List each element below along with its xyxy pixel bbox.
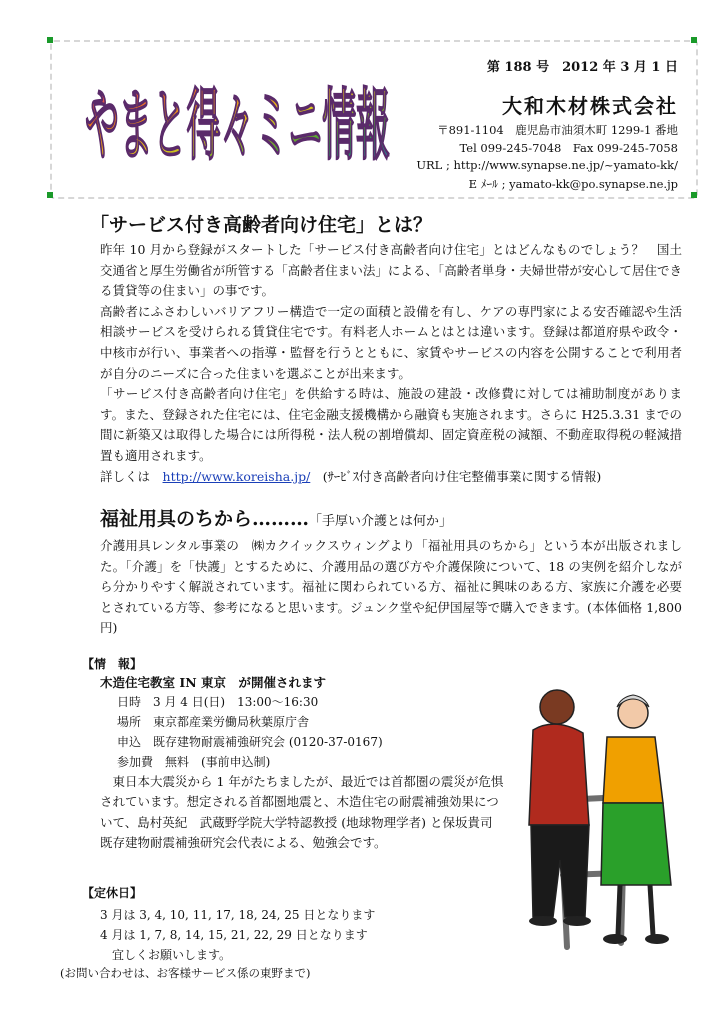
section2-paragraph: 介護用具レンタル事業の ㈱カクイックスウィングより「福祉用具のちから」という本が出版されました。「介護」を「快護」とするために、介護用品の選び方や介護保険について、18 の実例を紹介しながら分かりやすく解説されています。福祉に関わられている方、福祉に興味のある方、家族に介護を必要とされている方等、参考になると思います。ジュンク堂や紀伊国屋等で購入できます。(本体価格 1,800 円) <box>100 538 682 636</box>
event-fee: 参加費 無料 (事前申込制) <box>117 755 271 769</box>
elderly-woman <box>601 695 671 944</box>
section2-title: 福祉用具のちから……… <box>100 508 310 530</box>
details-prefix: 詳しくは <box>100 468 163 484</box>
section1-paragraph: 「サービス付き高齢者向け住宅」を供給する時は、施設の建設・改修費に対しては補助制度があります。また、登録された住宅には、住宅金融支援機構から融資も実施されます。さらに H25.3.31 までの間に新築又は取得した場合には所得税・法人税の割増償却、固定資産税の減額、不動産取得税の軽減措置も適用されます。 <box>100 386 682 463</box>
frame-corner-marker <box>47 37 53 43</box>
info-label: 【情 報】 <box>82 657 143 671</box>
issue-number-date: 第 188 号 2012 年 3 月 1 日 <box>486 60 678 75</box>
event-date: 日時 3 月 4 日(日) 13:00～16:30 <box>117 695 319 709</box>
frame-corner-marker <box>691 192 697 198</box>
company-address: 〒891-1104 鹿児島市油須木町 1299-1 番地 <box>437 123 678 137</box>
koreisha-link[interactable]: http://www.koreisha.jp/ <box>162 468 311 484</box>
holiday-closing: 宜しくお願いします。 <box>112 948 232 962</box>
event-apply: 申込 既存建物耐震補強研究会 (0120-37-0167) <box>117 735 383 749</box>
section2-subtitle: 「手厚い介護とは何か」 <box>309 514 453 529</box>
company-email[interactable]: E ﾒｰﾙ ; yamato-kk@po.synapse.ne.jp <box>468 177 678 191</box>
section1-heading: 「サービス付き高齢者向け住宅」とは？ <box>90 214 433 236</box>
holiday-april: 4 月は 1, 7, 8, 14, 15, 21, 22, 29 日となります <box>100 928 368 942</box>
newsletter-title-art <box>85 60 395 180</box>
company-tel-fax: Tel 099-245-7048 Fax 099-245-7058 <box>459 141 678 155</box>
details-suffix: (ｻｰﾋﾞｽ付き高齢者向け住宅整備事業に関する情報) <box>310 468 602 484</box>
company-url[interactable]: URL ; http://www.synapse.ne.jp/~yamato-kk/ <box>416 158 678 172</box>
title-art-text: やまと得々ミニ情報 <box>85 81 390 171</box>
event-title: 木造住宅教室 IN 東京 が開催されます <box>100 675 326 690</box>
elderly-man <box>529 690 591 926</box>
section1-body <box>100 240 682 487</box>
event-description: 東日本大震災から 1 年がたちましたが、最近では首都圏の震災が危惧されています。想定される首都圏地震と、木造住宅の耐震補強効果について、島村英紀 武蔵野学院大学特認教授 (地球物理学者) と保坂貴司 既存建物耐震補強研究会代表による、勉強会です。 <box>100 774 505 851</box>
section1-details <box>100 467 682 488</box>
section1-paragraph: 高齢者にふさわしいバリアフリー構造で一定の面積と設備を有し、ケアの専門家による安否確認や生活相談サービスを受けられる賃貸住宅です。有料老人ホームとはとは違います。登録は都道府県や政令・中核市が行い、事業者への指導・監督を行うとともに、家賃やサービスの内容を公開することで利用者が自分のニーズに合った住まいを選ぶことが出来ます。 <box>100 303 682 381</box>
holiday-march: 3 月は 3, 4, 10, 11, 17, 18, 24, 25 日となります <box>100 908 376 922</box>
holiday-label: 【定休日】 <box>82 886 143 900</box>
section2-heading <box>100 504 452 531</box>
frame-corner-marker <box>47 192 53 198</box>
elderly-couple-walker-illustration <box>505 685 690 953</box>
contact-footer: (お問い合わせは、お客様サービス係の東野まで) <box>60 966 311 980</box>
frame-corner-marker <box>691 37 697 43</box>
event-place: 場所 東京都産業労働局秋葉原庁舎 <box>117 715 310 729</box>
company-name: 大和木材株式会社 <box>502 94 678 118</box>
section1-paragraph: 昨年 10 月から登録がスタートした「サービス付き高齢者向け住宅」とはどんなものでしょう？ 国土交通省と厚生労働省が所管する「高齢者住まい法」による、「高齢者単身・夫婦世帯が安心して居住できる賃貸等の住まい」の事です。 <box>100 242 682 299</box>
